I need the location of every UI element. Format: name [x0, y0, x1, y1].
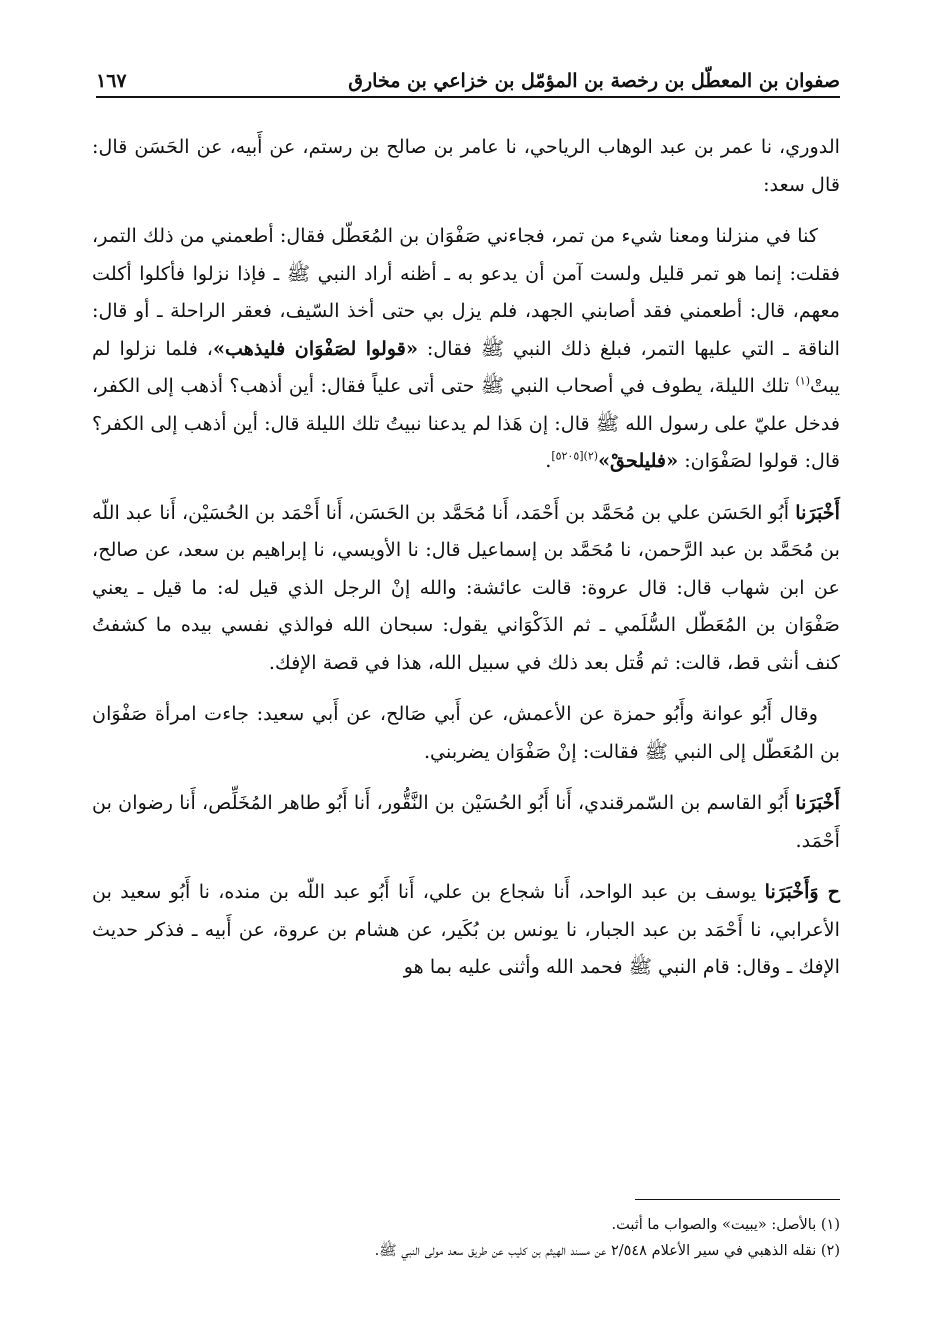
text-segment: . [545, 449, 552, 472]
footnote-marker: (٢)[٥٢٠٥] [551, 449, 599, 463]
paragraph [92, 128, 840, 203]
page-header [96, 58, 840, 98]
paragraph [92, 695, 840, 770]
emphasis-text: أَخْبَرَنا [795, 791, 840, 814]
emphasis-text: «فليلحقْ» [598, 449, 679, 472]
text-segment: كنا في منزلنا ومعنا شيء من تمر، فجاءني صَفْوَان بن المُعَطّل فقال: أطعمني من ذلك التمر، فقلت: إنما هو تمر قليل ولست آمن أن يدعو به ـ أظنه أراد النبي ﷺ ـ فإذا نزلوا فأكلوا أكلت معهم، قال: أطعمني فقد أصابني الجهد، فلم يزل بي حتى أخذ السّيف، فعقر الراحلة ـ أو قال: الناقة ـ التي عليها التمر، فبلغ ذلك النبي ﷺ فقال: [92, 224, 840, 360]
paragraph [92, 784, 840, 859]
footnote-2: (٢) نقله الذهبي في سير الأعلام ٢/٥٤٨ عن مسند الهيثم بن كليب عن طريق سعد مولى النبي ﷺ. [374, 1243, 840, 1259]
paragraph [92, 494, 840, 682]
text-segment: الدوري، نا عمر بن عبد الوهاب الرياحي، نا عامر بن صالح بن رستم، عن أَبيه، عن الحَسَن قال: قال سعد: [92, 135, 841, 196]
paragraph [92, 873, 840, 986]
emphasis-text: «قولوا لصَفْوَان فليذهب» [212, 336, 418, 360]
paragraph [92, 217, 840, 480]
text-segment: ، فلما نزلوا لم يبتْ [92, 336, 840, 397]
main-text [92, 128, 840, 1000]
text-segment: أَبُو الحَسَن علي بن مُحَمَّد بن أَحْمَد، أَنا مُحَمَّد بن الحَسَن، أَنا أَحْمَد بن الحُسَيْن، أَنا عبد اللّه بن مُحَمَّد بن عبد الرَّحمن، نا مُحَمَّد بن إسماعيل قال: نا الأويسي، نا إبراهيم بن سعد، عن صالح، عن ابن شهاب قال: قال عروة: قالت عائشة: والله إنْ الرجل الذي قيل له: ما قيل ـ يعني صَفْوَان بن المُعَطّل السُّلَمي ـ ثم الذَكْوَاني يقول: سبحان الله فوالذي نفسي بيده ما كشفتُ كنف أنثى قط، قالت: ثم قُتل بعد ذلك في سبيل الله، هذا في قصة الإفك. [92, 500, 840, 674]
emphasis-text: ح وَأَخْبَرَنا [764, 880, 840, 903]
emphasis-text: أَخْبَرَنا [795, 500, 840, 524]
running-title: صفوان بن المعطّل بن رخصة بن المؤمّل بن خزاعي بن مخارق [348, 70, 840, 92]
text-segment: يوسف بن عبد الواحد، أَنا شجاع بن علي، أَنا أَبُو عبد اللّه بن منده، نا أَبُو سعيد بن الأعرابي، نا أَحْمَد بن عبد الجبار، نا يونس بن بُكَير، عن هشام بن عروة، عن أَبيه ـ فذكر حديث الإفك ـ وقال: قام النبي ﷺ فحمد الله وأثنى عليه بما هو [92, 880, 840, 978]
text-segment: أَبُو القاسم بن السّمرقندي، أَنا أَبُو الحُسَيْن بن النَّقُّور، أَنا أَبُو طاهر المُخَلِّص، أَنا رضوان بن أَحْمَد. [92, 791, 840, 852]
footnote-marker: (١) [795, 374, 811, 388]
text-segment: تلك الليلة، يطوف في أصحاب النبي ﷺ حتى أتى علياً فقال: أين أذهب؟ أذهب إلى الكفر، فدخل عليّ على رسول الله ﷺ قال: إن هَذا لم يدعنا نبيتُ تلك الليلة قال: أين أذهب إلى الكفر؟ قال: قولوا لصَفْوَان: [92, 374, 840, 472]
footnotes [92, 1212, 840, 1264]
text-segment: وقال أَبُو عوانة وأَبُو حمزة عن الأعمش، عن أَبي صَالح، عن أَبي سعيد: جاءت امرأة صَفْوَان بن المُعَطّل إلى النبي ﷺ فقالت: إنْ صَفْوَان يضربني. [92, 702, 840, 763]
footnote-divider [635, 1199, 840, 1200]
footnote-1: (١) بالأصل: «يبيت» والصواب ما أثبت. [611, 1217, 840, 1233]
page-number: ١٦٧ [96, 70, 127, 92]
